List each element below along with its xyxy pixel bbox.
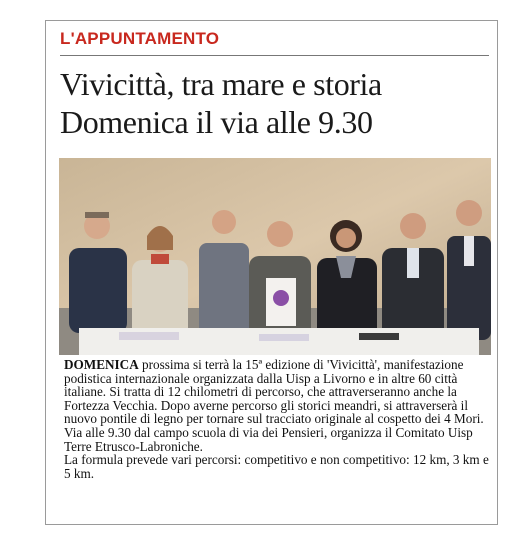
section-kicker: L'APPUNTAMENTO [60,29,220,48]
headline-line-1: Vivicittà, tra mare e storia [60,66,382,102]
divider [60,55,489,56]
body-paragraph-2: La formula prevede vari percorsi: competitivo e non competitivo: 12 km, 3 km e 5 km. [64,452,489,481]
article-body [64,358,494,480]
article-clipping [45,20,498,525]
body-lead: DOMENICA [64,357,139,372]
article-photo [59,158,491,355]
headline-line-2: Domenica il via alle 9.30 [60,104,373,140]
headline [60,65,490,141]
body-paragraph-1: prossima si terrà la 15ª edizione di 'Vivicittà', manifestazione podistica internazionale organizzata dalla Uisp a Livorno e in altre 60 città italiane. Si tratta di 12 chilometri di percorso, che attraverseranno anche la Fortezza Vecchia. Dopo averne percorso gli storici meandri, si attraverserà il nuovo pontile di legno per tornare sul tracciato originale al cospetto dei 4 Mori. Via alle 9.30 dal campo scuola di via dei Pensieri, organizza il Comitato Uisp Terre Etrusco-Labroniche. [64,357,484,454]
